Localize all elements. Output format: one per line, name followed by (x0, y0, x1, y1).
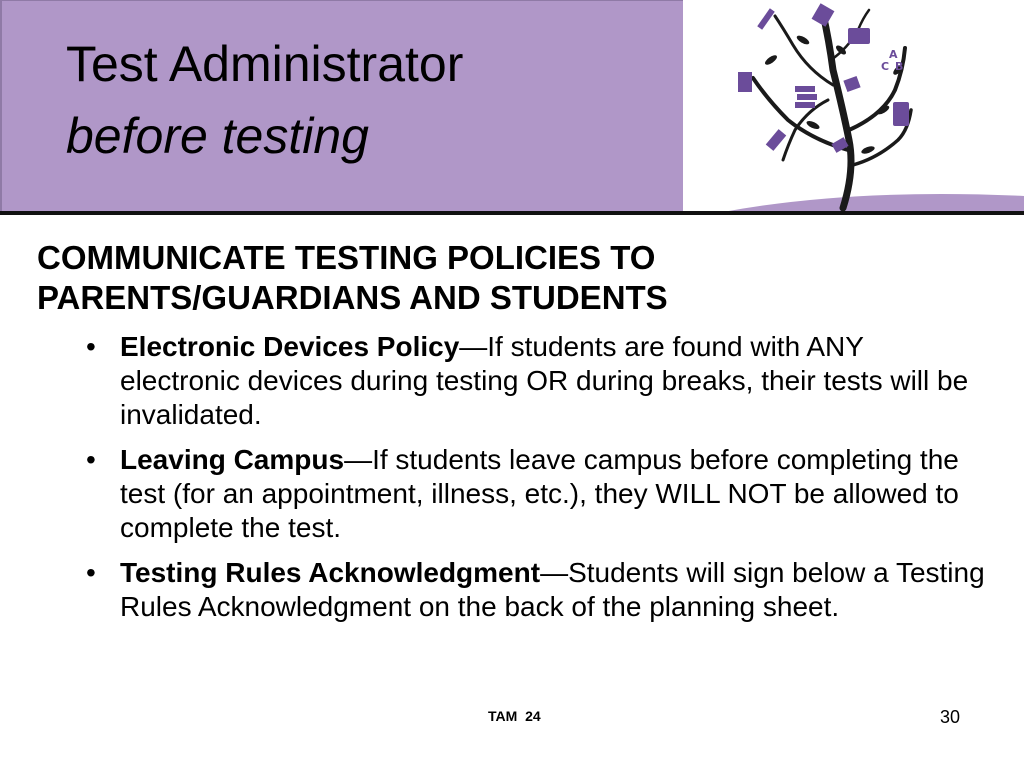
policy-text: —If students are found with ANY electronic devices during testing OR during breaks, their tests will be invalidated. (120, 331, 969, 430)
svg-text:B: B (895, 60, 904, 73)
section-heading: COMMUNICATE TESTING POLICIES TO PARENTS/GUARDIANS AND STUDENTS (37, 239, 668, 316)
tree-illustration (683, 0, 1024, 212)
list-item (86, 443, 986, 545)
policy-term: Electronic Devices Policy (120, 331, 460, 362)
bullet-icon: • (86, 331, 96, 362)
header-divider (0, 211, 1024, 215)
svg-text:A: A (889, 48, 898, 61)
page-number: 30 (940, 707, 961, 727)
footer-label: TAM 24 (488, 708, 541, 724)
list-item (86, 330, 986, 432)
policy-text: —If students leave campus before completing the test (for an appointment, illness, etc.), they WILL NOT be allowed to complete the test. (120, 444, 959, 543)
policy-text: —Students will sign below a Testing Rules Acknowledgment on the back of the planning sheet. (120, 557, 985, 622)
svg-text:C: C (881, 60, 890, 73)
policy-term: Testing Rules Acknowledgment (120, 557, 541, 588)
title-banner (0, 0, 683, 212)
bullet-icon: • (86, 444, 96, 475)
slide-title: Test Administrator (66, 36, 464, 92)
list-item (86, 556, 986, 624)
slide-subtitle: before testing (66, 108, 369, 164)
policy-term: Leaving Campus (120, 444, 345, 475)
tree-of-learning-icon (683, 0, 1024, 212)
policy-list (86, 330, 986, 635)
bullet-icon: • (86, 557, 96, 588)
